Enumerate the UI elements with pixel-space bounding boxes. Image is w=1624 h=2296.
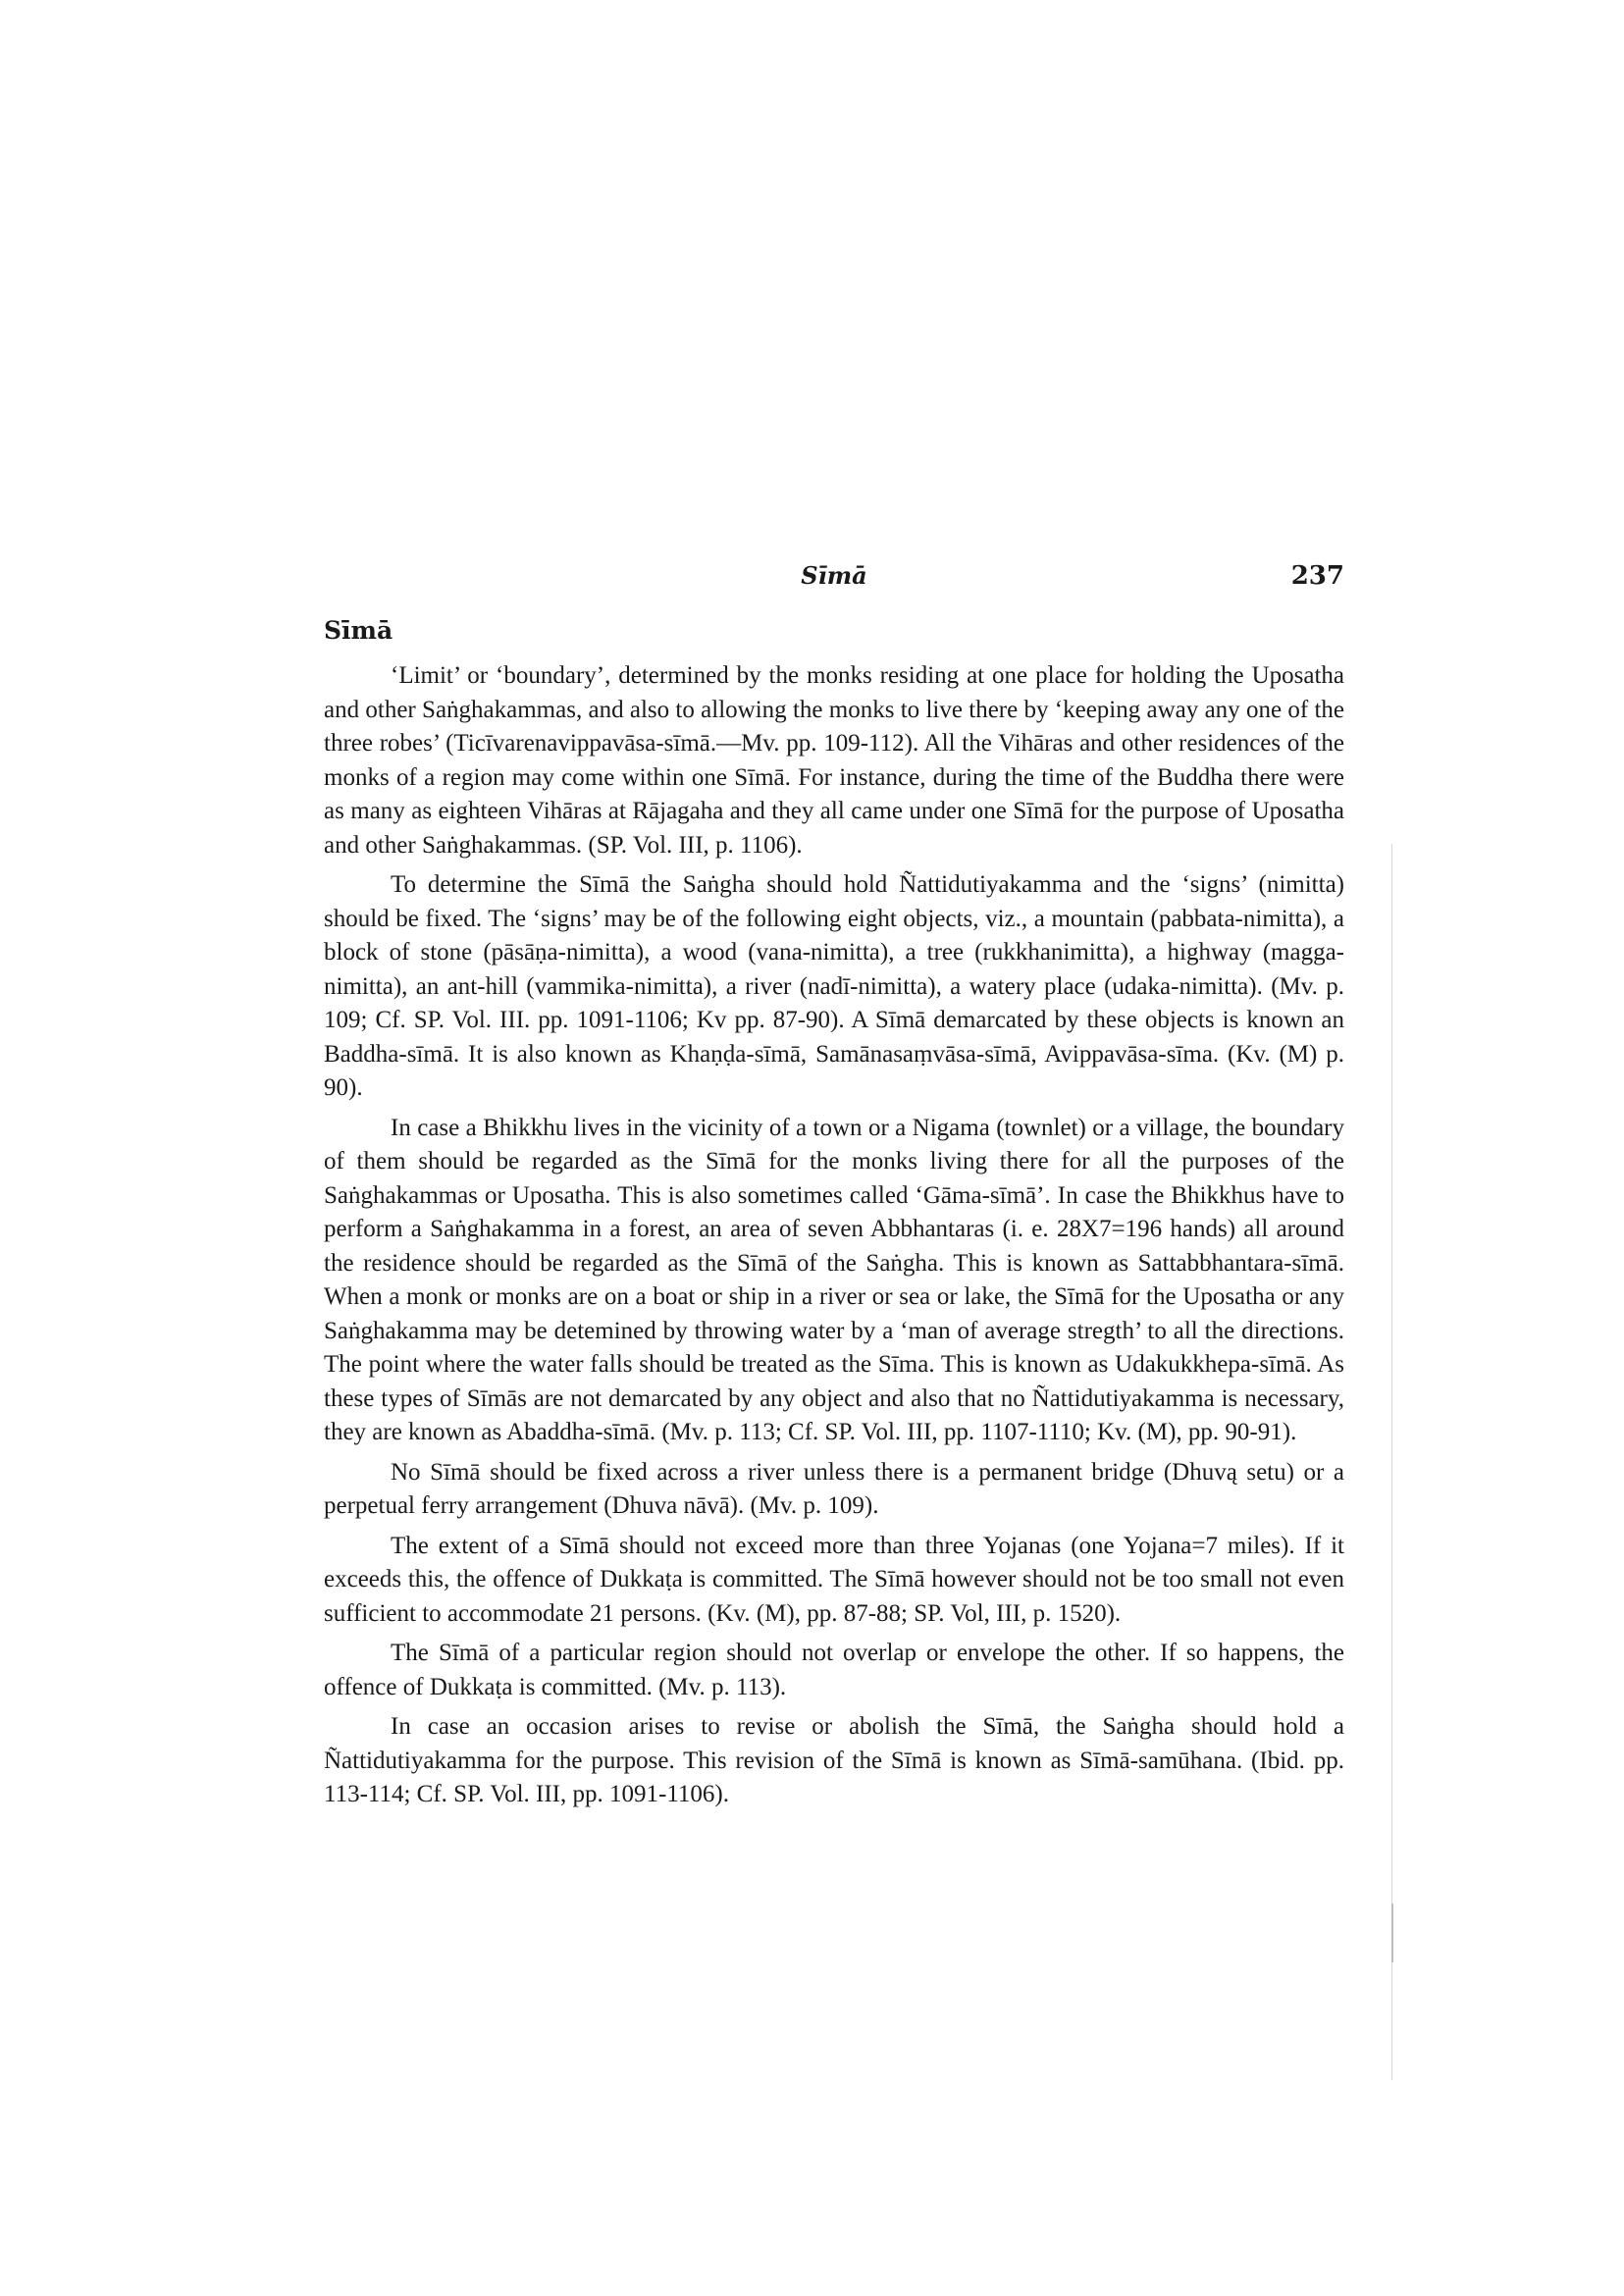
running-title: Sīmā [801, 561, 867, 590]
paragraph-definition: ‘Limit’ or ‘boundary’, determined by the monks residing at one place for holding the Uposatha and other Saṅghakammas, and also to allowing the monks to live there by ‘keeping away any one of the three robes’ (Ticīvarenavippavāsa-sīmā.—Mv. pp. 109-112). All the Vihāras and other residences of the monks of a region may come within one Sīmā. For instance, during the time of the Buddha there were as many as eighteen Vihāras at Rājagaha and they all came under one Sīmā for the purpose of Uposatha and other Saṅghakammas. (SP. Vol. III, p. 1106). [324, 662, 1344, 859]
entry-title: Sīmā [324, 616, 393, 645]
entry-body [324, 659, 1344, 1818]
paragraph-revision: In case an occasion arises to revise or abolish the Sīmā, the Saṅgha should hold a Ñattidutiyakamma for the purpose. This revision of the Sīmā is known as Sīmā-samūhana. (Ibid. pp. 113-114; Cf. SP. Vol. III, pp. 1091-1106). [324, 1713, 1344, 1807]
scan-margin-mark [1391, 1904, 1393, 1962]
paragraph-extent: The extent of a Sīmā should not exceed more than three Yojanas (one Yojana=7 miles). If it exceeds this, the offence of Dukkaṭa is committed. The Sīmā however should not be too small not even sufficient to accommodate 21 persons. (Kv. (M), pp. 87-88; SP. Vol, III, p. 1520). [324, 1532, 1344, 1627]
paragraph-river: No Sīmā should be fixed across a river unless there is a permanent bridge (Dhuvą setu) or a perpetual ferry arrangement (Dhuva nāvā). (Mv. p. 109). [324, 1458, 1344, 1519]
running-head [324, 561, 1344, 600]
page-number: 237 [1290, 561, 1344, 591]
scan-margin-line [1391, 844, 1392, 2080]
paragraph-overlap: The Sīmā of a particular region should not overlap or envelope the other. If so happens, the offence of Dukkaṭa is committed. (Mv. p. 113). [324, 1640, 1344, 1700]
paragraph-signs: To determine the Sīmā the Saṅgha should hold Ñattidutiyakamma and the ‘signs’ (nimitta) should be fixed. The ‘signs’ may be of the following eight objects, viz., a mountain (pabbata-nimitta), a block of stone (pāsāṇa-nimitta), a wood (vana-nimitta), a tree (rukkhanimitta), a highway (magga-nimitta), an ant-hill (vammika-nimitta), a river (nadī-nimitta), a watery place (udaka-nimitta). (Mv. p. 109; Cf. SP. Vol. III. pp. 1091-1106; Kv pp. 87-90). A Sīmā demarcated by these objects is known an Baddha-sīmā. It is also known as Khaṇḍa-sīmā, Samānasaṃvāsa-sīmā, Avippavāsa-sīma. (Kv. (M) p. 90). [324, 871, 1344, 1101]
paragraph-gama-sima: In case a Bhikkhu lives in the vicinity of a town or a Nigama (townlet) or a village, the boundary of them should be regarded as the Sīmā for the monks living there for all the purposes of the Saṅghakammas or Uposatha. This is also sometimes called ‘Gāma-sīmā’. In case the Bhikkhus have to perform a Saṅghakamma in a forest, an area of seven Abbhantaras (i. e. 28X7=196 hands) all around the residence should be regarded as the Sīmā of the Saṅgha. This is known as Sattabbhantara-sīmā. When a monk or monks are on a boat or ship in a river or sea or lake, the Sīmā for the Uposatha or any Saṅghakamma may be detemined by throwing water by a ‘man of average stregth’ to all the directions. The point where the water falls should be treated as the Sīma. This is known as Udakukkhepa-sīmā. As these types of Sīmās are not demarcated by any object and also that no Ñattidutiyakamma is necessary, they are known as Abaddha-sīmā. (Mv. p. 113; Cf. SP. Vol. III, pp. 1107-1110; Kv. (M), pp. 90-91). [324, 1114, 1344, 1445]
